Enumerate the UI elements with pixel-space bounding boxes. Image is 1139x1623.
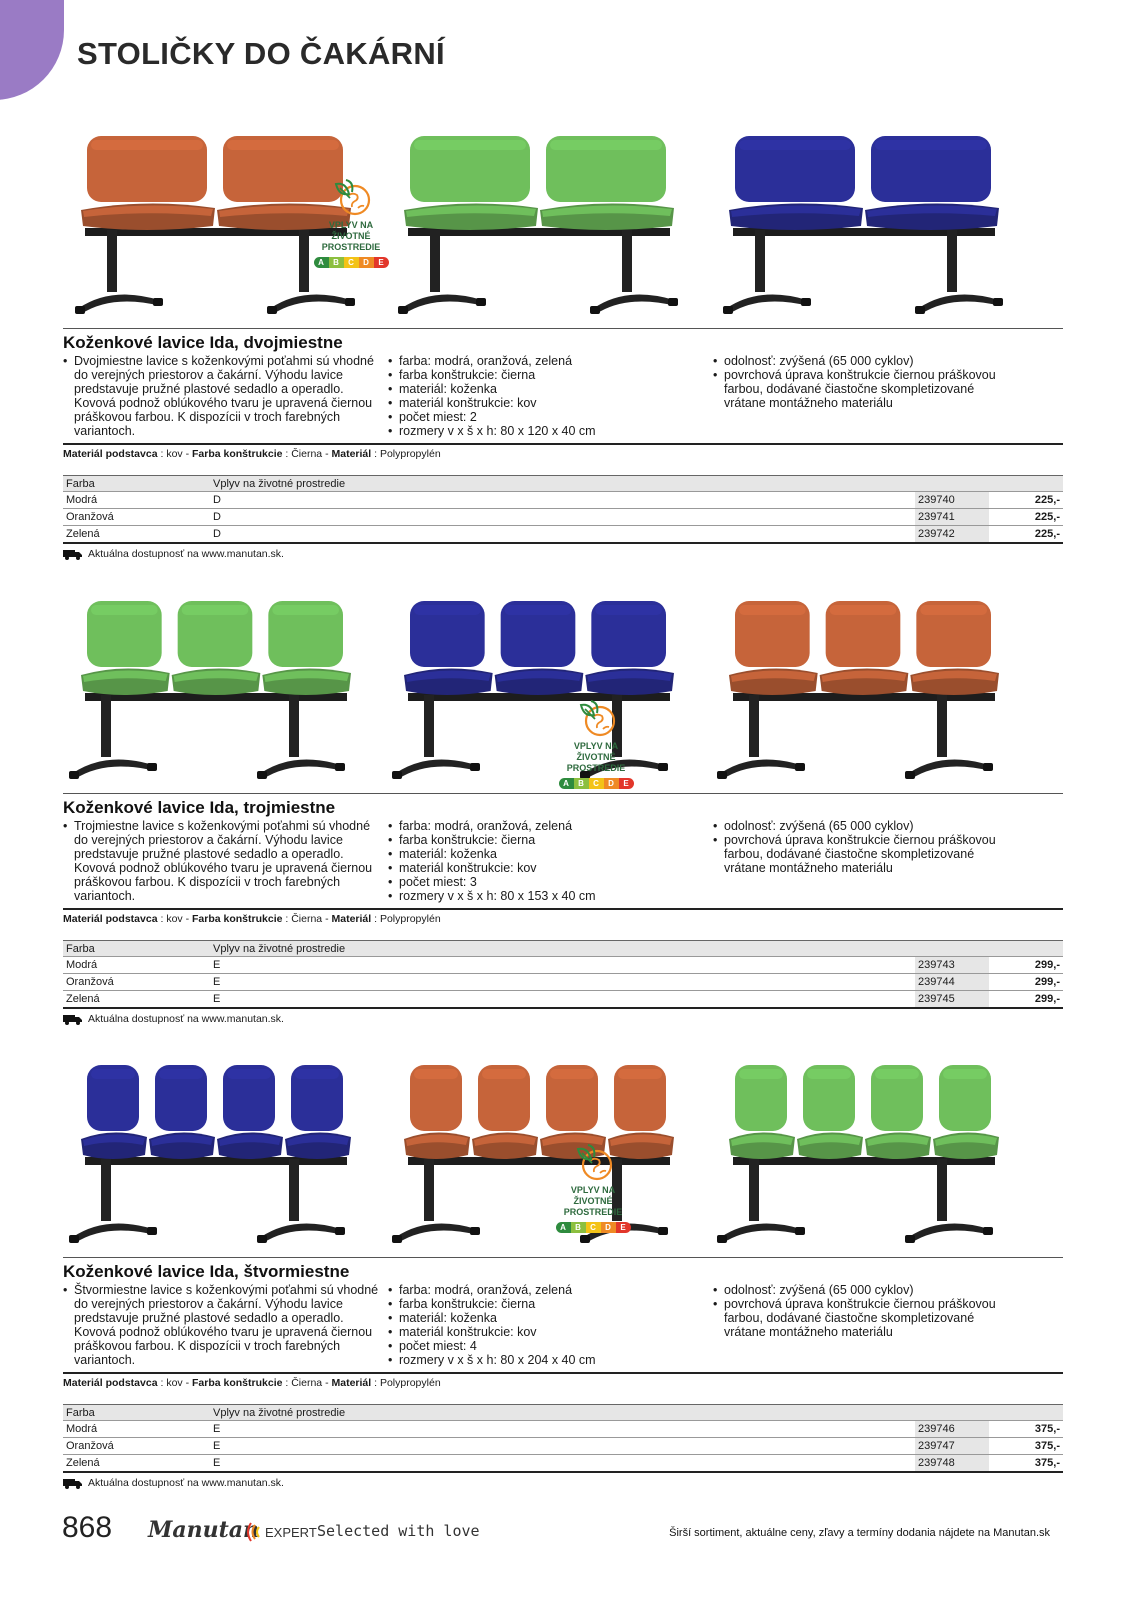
variant-eco-grade: D bbox=[210, 509, 915, 526]
feature-item: • farba: modrá, oranžová, zelená bbox=[388, 819, 688, 833]
variant-color: Modrá bbox=[63, 1421, 210, 1438]
description-column bbox=[63, 354, 381, 438]
feature-item: • materiál: koženka bbox=[388, 847, 688, 861]
eco-grade-e: E bbox=[616, 1222, 631, 1233]
feature-item: • farba: modrá, oranžová, zelená bbox=[388, 354, 688, 368]
page-number: 868 bbox=[62, 1511, 113, 1544]
feature-item: • farba: modrá, oranžová, zelená bbox=[388, 1283, 688, 1297]
feature-item: • povrchová úprava konštrukcie čiernou práškovou farbou, dodávané čiastočne skompletizované vrátane montážneho materiálu bbox=[713, 1297, 1013, 1339]
product-photo-orange bbox=[386, 1047, 696, 1262]
eco-grade-c: C bbox=[586, 1222, 601, 1233]
feature-item: • odolnosť: zvýšená (65 000 cyklov) bbox=[713, 819, 1013, 833]
eco-label-line1: VPLYV NA bbox=[570, 1185, 616, 1195]
variant-code[interactable]: 239740 bbox=[915, 492, 989, 509]
page-footer bbox=[62, 1511, 1062, 1551]
variant-price: 225,- bbox=[989, 509, 1063, 526]
product-section bbox=[63, 118, 1063, 573]
corner-accent-tab bbox=[0, 0, 64, 100]
section-divider bbox=[63, 328, 1063, 329]
feature-item: • povrchová úprava konštrukcie čiernou práškovou farbou, dodávané čiastočne skompletizované vrátane montážneho materiálu bbox=[713, 368, 1013, 410]
brand-expert-label: EXPERT bbox=[265, 1525, 317, 1540]
col-header-color: Farba bbox=[63, 476, 210, 492]
feature-item: • materiál: koženka bbox=[388, 1311, 688, 1325]
availability-text: Aktuálna dostupnosť na www.manutan.sk. bbox=[88, 548, 284, 560]
variant-code[interactable]: 239748 bbox=[915, 1455, 989, 1472]
variant-eco-grade: E bbox=[210, 991, 915, 1008]
extra-features-column bbox=[713, 1283, 1013, 1339]
variant-code[interactable]: 239744 bbox=[915, 974, 989, 991]
description-column bbox=[63, 819, 381, 903]
product-photo-green bbox=[63, 583, 373, 798]
variant-price: 299,- bbox=[989, 957, 1063, 974]
feature-item: • materiál konštrukcie: kov bbox=[388, 1325, 688, 1339]
eco-grade-c: C bbox=[344, 257, 359, 268]
table-row bbox=[63, 957, 1063, 974]
feature-item: • počet miest: 3 bbox=[388, 875, 688, 889]
variant-code[interactable]: 239747 bbox=[915, 1438, 989, 1455]
material-spec: Materiál podstavca : kov - Farba konštrukcie : Čierna - Materiál : Polypropylén bbox=[63, 913, 441, 925]
eco-label-line1: VPLYV NA bbox=[328, 220, 374, 230]
table-row bbox=[63, 1438, 1063, 1455]
eco-globe-leaf-icon bbox=[570, 1139, 616, 1185]
product-photo-orange bbox=[711, 583, 1021, 798]
feature-item: • počet miest: 2 bbox=[388, 410, 688, 424]
feature-item: • farba konštrukcie: čierna bbox=[388, 833, 688, 847]
variant-price: 225,- bbox=[989, 492, 1063, 509]
table-row bbox=[63, 526, 1063, 543]
feature-item: • rozmery v x š x h: 80 x 120 x 40 cm bbox=[388, 424, 688, 438]
col-header-eco: Vplyv na životné prostredie bbox=[210, 476, 915, 492]
features-column bbox=[388, 354, 688, 438]
variant-color: Zelená bbox=[63, 991, 210, 1008]
delivery-truck-icon bbox=[63, 1014, 83, 1025]
eco-label-line2: ŽIVOTNÉ PROSTREDIE bbox=[563, 1196, 623, 1217]
product-photo-blue bbox=[386, 583, 696, 798]
feature-item: • farba konštrukcie: čierna bbox=[388, 368, 688, 382]
brand-tagline: Selected with love bbox=[317, 1522, 480, 1540]
page-title: STOLIČKY DO ČAKÁRNÍ bbox=[77, 36, 445, 71]
variant-eco-grade: E bbox=[210, 1421, 915, 1438]
feature-item: • materiál: koženka bbox=[388, 382, 688, 396]
feature-item: • materiál konštrukcie: kov bbox=[388, 861, 688, 875]
variant-eco-grade: E bbox=[210, 974, 915, 991]
table-row bbox=[63, 1421, 1063, 1438]
eco-grade-a: A bbox=[559, 778, 574, 789]
feature-item: • Dvojmiestne lavice s koženkovými poťahmi sú vhodné do verejných priestorov a čakární. Výhodu lavice predstavuje pružné plastové sedadlo a operadlo. Kovová podnož oblúkového tvaru je upravená čiernou práškovou farbou. K dispozícii v troch farebných variantoch. bbox=[63, 354, 381, 438]
col-header-eco: Vplyv na životné prostredie bbox=[210, 1405, 915, 1421]
variant-eco-grade: E bbox=[210, 1455, 915, 1472]
brand-logo: Manutan bbox=[148, 1517, 260, 1543]
spec-divider bbox=[63, 443, 1063, 445]
eco-grade-e: E bbox=[619, 778, 634, 789]
eco-grade-d: D bbox=[604, 778, 619, 789]
variant-price: 225,- bbox=[989, 526, 1063, 543]
feature-item: • počet miest: 4 bbox=[388, 1339, 688, 1353]
eco-label-line2: ŽIVOTNÉ PROSTREDIE bbox=[321, 231, 381, 252]
feature-item: • odolnosť: zvýšená (65 000 cyklov) bbox=[713, 1283, 1013, 1297]
eco-impact-badge bbox=[305, 174, 397, 274]
variant-code[interactable]: 239745 bbox=[915, 991, 989, 1008]
extra-features-column bbox=[713, 819, 1013, 875]
material-spec: Materiál podstavca : kov - Farba konštrukcie : Čierna - Materiál : Polypropylén bbox=[63, 448, 441, 460]
variant-code[interactable]: 239741 bbox=[915, 509, 989, 526]
product-photo-blue bbox=[63, 1047, 373, 1262]
spec-divider bbox=[63, 1372, 1063, 1374]
eco-grade-b: B bbox=[571, 1222, 586, 1233]
feature-item: • Štvormiestne lavice s koženkovými poťahmi sú vhodné do verejných priestorov a čakární. Výhodu lavice predstavuje pružné plastové sedadlo a operadlo. Kovová podnož oblúkového tvaru je upravená čiernou práškovou farbou. K dispozícii v troch farebných variantoch. bbox=[63, 1283, 381, 1367]
table-row bbox=[63, 509, 1063, 526]
availability-text: Aktuálna dostupnosť na www.manutan.sk. bbox=[88, 1013, 284, 1025]
variant-price: 299,- bbox=[989, 974, 1063, 991]
product-section bbox=[63, 583, 1063, 1038]
description-column bbox=[63, 1283, 381, 1367]
product-photos bbox=[63, 583, 1063, 798]
product-photo-blue bbox=[711, 118, 1021, 333]
section-divider bbox=[63, 1257, 1063, 1258]
brand-waves-icon bbox=[245, 1521, 263, 1543]
feature-item: • rozmery v x š x h: 80 x 204 x 40 cm bbox=[388, 1353, 688, 1367]
product-photo-green bbox=[711, 1047, 1021, 1262]
variant-code[interactable]: 239746 bbox=[915, 1421, 989, 1438]
eco-globe-leaf-icon bbox=[573, 695, 619, 741]
variant-code[interactable]: 239743 bbox=[915, 957, 989, 974]
variant-eco-grade: D bbox=[210, 526, 915, 543]
eco-grade-d: D bbox=[359, 257, 374, 268]
feature-item: • odolnosť: zvýšená (65 000 cyklov) bbox=[713, 354, 1013, 368]
eco-globe-leaf-icon bbox=[328, 174, 374, 220]
features-column bbox=[388, 819, 688, 903]
variant-table bbox=[63, 940, 1063, 1009]
variant-color: Oranžová bbox=[63, 974, 210, 991]
spec-divider bbox=[63, 908, 1063, 910]
eco-impact-badge bbox=[550, 695, 642, 795]
material-spec: Materiál podstavca : kov - Farba konštrukcie : Čierna - Materiál : Polypropylén bbox=[63, 1377, 441, 1389]
eco-label-line1: VPLYV NA bbox=[573, 741, 619, 751]
variant-eco-grade: E bbox=[210, 1438, 915, 1455]
variant-price: 375,- bbox=[989, 1438, 1063, 1455]
product-title: Koženkové lavice Ida, dvojmiestne bbox=[63, 333, 343, 352]
feature-item: • rozmery v x š x h: 80 x 153 x 40 cm bbox=[388, 889, 688, 903]
product-section bbox=[63, 1047, 1063, 1502]
eco-scale bbox=[305, 257, 397, 268]
delivery-truck-icon bbox=[63, 549, 83, 560]
variant-eco-grade: D bbox=[210, 492, 915, 509]
eco-label-line2: ŽIVOTNÉ PROSTREDIE bbox=[566, 752, 626, 773]
feature-item: • Trojmiestne lavice s koženkovými poťahmi sú vhodné do verejných priestorov a čakární. Výhodu lavice predstavuje pružné plastové sedadlo a operadlo. Kovová podnož oblúkového tvaru je upravená čiernou práškovou farbou. K dispozícii v troch farebných variantoch. bbox=[63, 819, 381, 903]
eco-grade-a: A bbox=[314, 257, 329, 268]
availability-note[interactable] bbox=[63, 1477, 284, 1489]
eco-grade-a: A bbox=[556, 1222, 571, 1233]
availability-note[interactable] bbox=[63, 1013, 284, 1025]
variant-code[interactable]: 239742 bbox=[915, 526, 989, 543]
eco-grade-b: B bbox=[574, 778, 589, 789]
feature-item: • farba konštrukcie: čierna bbox=[388, 1297, 688, 1311]
feature-item: • povrchová úprava konštrukcie čiernou práškovou farbou, dodávané čiastočne skompletizované vrátane montážneho materiálu bbox=[713, 833, 1013, 875]
eco-grade-e: E bbox=[374, 257, 389, 268]
footer-note: Širší sortiment, aktuálne ceny, zľavy a termíny dodania nájdete na Manutan.sk bbox=[669, 1527, 1050, 1539]
availability-text: Aktuálna dostupnosť na www.manutan.sk. bbox=[88, 1477, 284, 1489]
variant-price: 375,- bbox=[989, 1421, 1063, 1438]
table-row bbox=[63, 991, 1063, 1008]
col-header-color: Farba bbox=[63, 941, 210, 957]
variant-color: Zelená bbox=[63, 526, 210, 543]
variant-table bbox=[63, 1404, 1063, 1473]
table-row bbox=[63, 492, 1063, 509]
feature-item: • materiál konštrukcie: kov bbox=[388, 396, 688, 410]
section-divider bbox=[63, 793, 1063, 794]
variant-color: Modrá bbox=[63, 957, 210, 974]
eco-scale bbox=[547, 1222, 639, 1233]
product-photos bbox=[63, 1047, 1063, 1262]
variant-color: Zelená bbox=[63, 1455, 210, 1472]
variant-table bbox=[63, 475, 1063, 544]
table-row bbox=[63, 1455, 1063, 1472]
eco-grade-b: B bbox=[329, 257, 344, 268]
col-header-eco: Vplyv na životné prostredie bbox=[210, 941, 915, 957]
eco-impact-badge bbox=[547, 1139, 639, 1239]
product-title: Koženkové lavice Ida, trojmiestne bbox=[63, 798, 336, 817]
extra-features-column bbox=[713, 354, 1013, 410]
variant-color: Oranžová bbox=[63, 509, 210, 526]
eco-scale bbox=[550, 778, 642, 789]
variant-price: 299,- bbox=[989, 991, 1063, 1008]
availability-note[interactable] bbox=[63, 548, 284, 560]
variant-color: Modrá bbox=[63, 492, 210, 509]
col-header-color: Farba bbox=[63, 1405, 210, 1421]
table-row bbox=[63, 974, 1063, 991]
product-title: Koženkové lavice Ida, štvormiestne bbox=[63, 1262, 350, 1281]
features-column bbox=[388, 1283, 688, 1367]
variant-eco-grade: E bbox=[210, 957, 915, 974]
eco-grade-c: C bbox=[589, 778, 604, 789]
product-photo-green bbox=[386, 118, 696, 333]
variant-color: Oranžová bbox=[63, 1438, 210, 1455]
variant-price: 375,- bbox=[989, 1455, 1063, 1472]
eco-grade-d: D bbox=[601, 1222, 616, 1233]
delivery-truck-icon bbox=[63, 1478, 83, 1489]
product-photos bbox=[63, 118, 1063, 333]
